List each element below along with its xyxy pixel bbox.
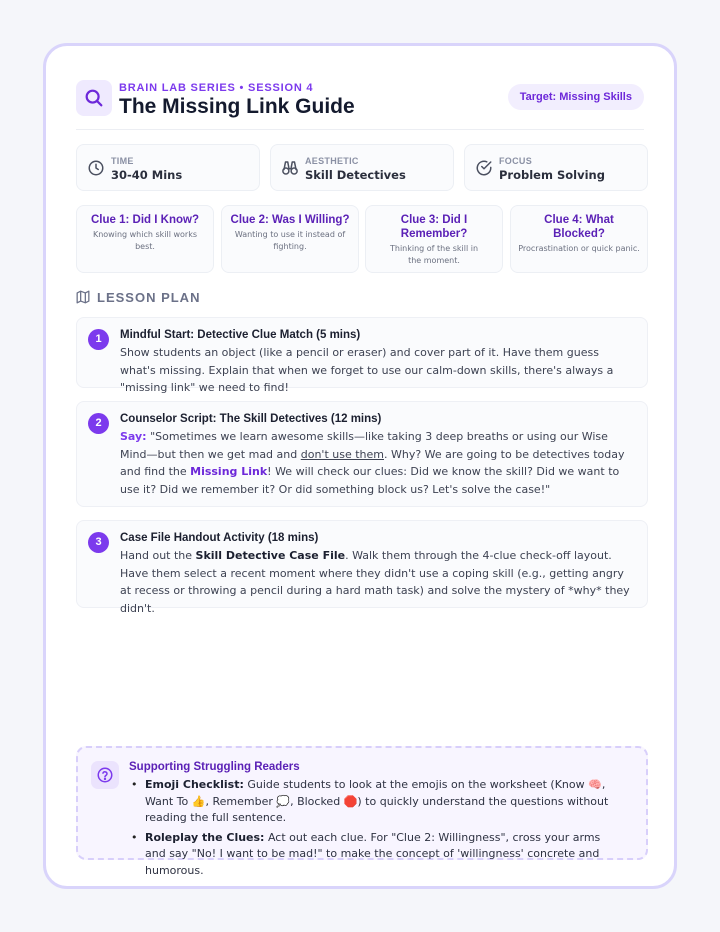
clue-title: Clue 3: Did I Remember? [400, 214, 468, 240]
support-text: , Blocked [290, 794, 344, 808]
support-text: , Remember [205, 794, 277, 808]
clue-title: Clue 1: Did I Know? [91, 214, 199, 226]
step-text: . Why? We are going to be detectives today and find the [120, 447, 625, 479]
lesson-step [76, 317, 648, 395]
step-body: Show students an object (like a pencil or eraser) and cover part of it. Have them guess what's missing. Explain that when we forget to use our calm-down skills, there's always a "missing link" we need to find! [120, 346, 614, 395]
binoculars-icon [281, 159, 299, 177]
say-label: Say: [120, 430, 147, 443]
check-circle-icon [475, 159, 493, 177]
map-icon [76, 290, 90, 304]
clue-card [221, 205, 359, 273]
info-value: Problem Solving [499, 168, 605, 182]
header-divider [76, 129, 644, 130]
missing-link-highlight: Missing Link [190, 465, 268, 479]
support-item-label: Roleplay the Clues: [145, 830, 265, 844]
info-label: TIME [111, 156, 134, 166]
support-text: ) to quickly understand the questions without reading the full sentence. [145, 794, 609, 824]
clue-card [76, 205, 214, 273]
support-box [76, 746, 648, 877]
support-title: Supporting Struggling Readers [129, 761, 300, 773]
step-title: Mindful Start: Detective Clue Match (5 mins) [120, 329, 361, 341]
lesson-plan-title: LESSON PLAN [97, 289, 201, 305]
support-list [129, 777, 624, 882]
clue-desc: Procrastination or quick panic. [518, 244, 640, 253]
support-text: Act out each clue. For "Clue 2: Willingness", cross your arms and say "No! I want to be mad!" to make the concept of 'willingness' concrete and humorous. [145, 830, 601, 877]
step-number: 3 [88, 532, 109, 553]
info-time [76, 144, 260, 191]
case-file-name: Skill Detective Case File [195, 549, 346, 562]
clue-title: Clue 4: What Blocked? [544, 214, 614, 240]
brain-emoji-icon: 🧠 [588, 778, 602, 791]
support-item [129, 777, 624, 827]
step-text: . Walk them through the 4-clue check-off layout. Have them select a recent moment where they didn't use a coping skill (e.g., getting angry at recess or throwing a pencil during a hard math task) and solve the mystery of *why* they didn't. [120, 549, 630, 615]
step-title: Case File Handout Activity (18 mins) [120, 532, 319, 544]
clue-desc: Thinking of the skill in the moment. [389, 244, 479, 265]
clue-card [510, 205, 648, 273]
step-underline: don't use them [300, 447, 384, 461]
lesson-step [76, 520, 648, 615]
clock-icon [87, 159, 105, 177]
support-text: , Want To [145, 778, 606, 808]
support-item-label: Emoji Checklist: [145, 778, 244, 791]
step-number: 1 [88, 329, 109, 350]
info-label: FOCUS [499, 156, 532, 166]
step-text: ! We will check our clues: Did we know the skill? Did we want to use it? Did we remember it? Or did something block us? Let's solve the case!" [120, 465, 620, 496]
info-aesthetic [270, 144, 454, 191]
step-title: Counselor Script: The Skill Detectives (12 mins) [120, 413, 382, 425]
step-text: Hand out the [120, 549, 196, 562]
clue-card [365, 205, 503, 273]
clue-desc: Knowing which skill works best. [92, 230, 198, 251]
info-label: AESTHETIC [305, 156, 359, 166]
step-number: 2 [88, 413, 109, 434]
lesson-step [76, 401, 648, 507]
step-text: "Sometimes we learn awesome skills—like taking 3 deep breaths or using our Wise Mind—but then we get mad and [120, 430, 608, 461]
clue-desc: Wanting to use it instead of fighting. [234, 230, 346, 251]
header [76, 78, 644, 130]
page-title: The Missing Link Guide [119, 95, 355, 118]
thought-bubble-emoji-icon: 💭 [276, 794, 291, 808]
search-icon [76, 80, 112, 116]
info-value: 30-40 Mins [111, 168, 183, 182]
info-value: Skill Detectives [305, 168, 406, 182]
series-label: BRAIN LAB SERIES • SESSION 4 [119, 82, 314, 94]
lesson-plan-heading [76, 288, 200, 306]
step-body [120, 547, 637, 617]
thumbs-up-emoji-icon: 👍 [191, 794, 206, 808]
clue-title: Clue 2: Was I Willing? [230, 214, 350, 226]
guide-card [43, 43, 677, 889]
support-text: Guide students to look at the emojis on the worksheet (Know [243, 778, 589, 791]
stop-sign-emoji-icon: 🛑 [343, 794, 358, 808]
info-focus [464, 144, 648, 191]
step-body [120, 428, 637, 498]
support-item [129, 830, 624, 880]
help-circle-icon [91, 761, 119, 789]
target-badge: Target: Missing Skills [508, 84, 644, 110]
